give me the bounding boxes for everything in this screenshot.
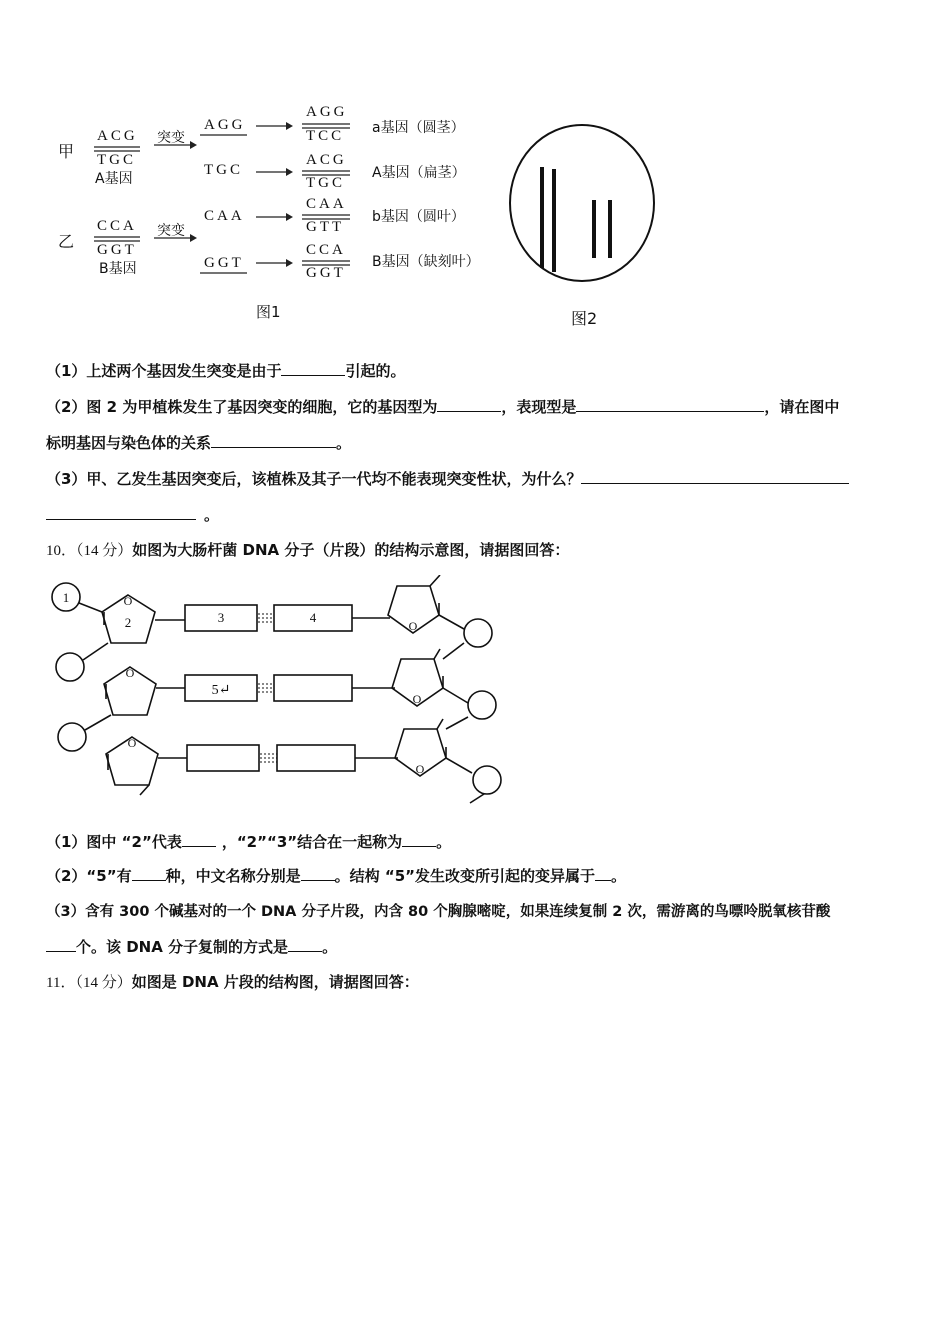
yi-res2-label: B基因（缺刻叶） [372, 254, 480, 270]
q10-p1-text-b: ，“2”“3”结合在一起称为 [221, 833, 403, 851]
q11-title: 如图是 DNA 片段的结构图，请据图回答： [131, 973, 419, 991]
q9-part1 [46, 360, 405, 381]
label-2: 2 [124, 615, 132, 630]
q9-p2-text-c: ，请在图中 [764, 398, 840, 416]
q10-p2-blank-3[interactable] [595, 866, 611, 881]
oxygen-label: O [408, 619, 418, 633]
label-3: 3 [217, 610, 225, 625]
q9-part2-cont [46, 432, 351, 453]
q9-p2-relation-blank[interactable] [211, 433, 336, 448]
label-1: 1 [62, 590, 70, 605]
oxygen-label: O [127, 736, 137, 750]
jia-res1-label: a基因（圆茎） [372, 120, 465, 136]
q10-p1-text-a: （1）图中 “2”代表 [46, 833, 182, 851]
q9-p3-text-a: （3）甲、乙发生基因突变后，该植株及其子一代均不能表现突变性状，为什么？ [46, 470, 582, 488]
q11-score: （14 分） [75, 975, 132, 991]
jia-res2-label: A基因（扁茎） [372, 165, 466, 181]
jia-res2-top: ACG [306, 152, 347, 168]
q9-p3-text-b: 。 [204, 506, 220, 524]
q10-p3-text-c: 。 [322, 938, 338, 956]
q10-p2-blank-2[interactable] [301, 866, 335, 881]
jia-res1-bottom: TCC [306, 128, 345, 144]
q11-heading [46, 971, 419, 992]
q10-p2-text-a: （2）“5”有 [46, 867, 132, 885]
q9-part3 [46, 468, 849, 489]
q9-p2-text-e: 。 [336, 434, 352, 452]
label-5: 5↵ [211, 683, 231, 698]
q9-part2 [46, 396, 839, 417]
figure-1-caption: 图1 [256, 303, 281, 321]
base-right-2 [274, 675, 352, 701]
phosphate-right-3 [473, 766, 501, 794]
q10-p3-text-b: 个。该 DNA 分子复制的方式是 [76, 938, 289, 956]
jia-mutation-label: 突变 [157, 130, 185, 146]
yi-res1-bottom: GTT [306, 219, 345, 235]
figure-2-caption: 图2 [571, 309, 598, 328]
q10-p3-blank-2[interactable] [288, 937, 322, 952]
row-label-yi: 乙 [58, 232, 75, 251]
base-left-3 [187, 745, 259, 771]
jia-gene-label: A基因 [95, 171, 133, 187]
q10-part1 [46, 831, 451, 852]
phosphate-left-2 [56, 653, 84, 681]
q9-p3-blank-1[interactable] [581, 469, 849, 484]
yi-res2-bottom: GGT [306, 265, 346, 281]
phosphate-right-1 [464, 619, 492, 647]
yi-mut1-seq: CAA [204, 208, 245, 224]
label-4: 4 [309, 610, 317, 625]
q10-p2-text-b: 种，中文名称分别是 [165, 867, 301, 885]
q10-p2-text-d: 。 [611, 867, 627, 885]
q10-score: （14 分） [76, 543, 133, 559]
jia-bottom-seq: TGC [97, 152, 136, 168]
q9-p2-text-a: （2）图 2 为甲植株发生了基因突变的细胞，它的基因型为 [46, 398, 438, 416]
q10-p2-blank-1[interactable] [132, 866, 166, 881]
oxygen-label: O [125, 666, 135, 680]
jia-top-seq: ACG [97, 128, 138, 144]
oxygen-label: O [123, 594, 133, 608]
q10-part3 [46, 900, 830, 921]
q10-part3-cont [46, 936, 337, 957]
jia-mut1-seq: AGG [204, 117, 246, 133]
q9-p2-text-d: 标明基因与染色体的关系 [46, 434, 212, 452]
q10-p3-blank-1[interactable] [46, 937, 76, 952]
jia-mut2-seq: TGC [204, 162, 243, 178]
q9-p1-text-b: 引起的。 [345, 362, 406, 380]
q10-p1-text-c: 。 [436, 833, 452, 851]
q9-p1-text-a: （1）上述两个基因发生突变是由于 [46, 362, 282, 380]
q10-p1-blank-2[interactable] [402, 832, 436, 847]
base-right-3 [277, 745, 355, 771]
jia-res1-top: AGG [306, 104, 348, 120]
yi-res1-label: b基因（圆叶） [372, 209, 465, 225]
yi-gene-label: B基因 [99, 261, 137, 277]
q10-p2-text-c: 。结构 “5”发生改变所引起的变异属于 [334, 867, 595, 885]
q10-p3-text-a: （3）含有 300 个碱基对的一个 DNA 分子片段，内含 80 个胸腺嘧啶，如果连续复制 2 次，需游离的鸟嘌呤脱氧核苷酸 [46, 904, 831, 920]
q9-p3-blank-2[interactable] [46, 505, 196, 520]
q10-part2 [46, 865, 626, 886]
q9-p2-genotype-blank[interactable] [437, 397, 501, 412]
cell-diagram [500, 120, 670, 295]
yi-top-seq: CCA [97, 218, 137, 234]
dna-structure-diagram [40, 575, 520, 805]
jia-res2-bottom: TGC [306, 175, 345, 191]
q10-title: 如图为大肠杆菌 DNA 分子（片段）的结构示意图，请据图回答： [132, 541, 570, 559]
figure-1-lines [0, 0, 950, 340]
yi-bottom-seq: GGT [97, 242, 137, 258]
yi-res1-top: CAA [306, 196, 347, 212]
yi-res2-top: CCA [306, 242, 346, 258]
q9-p1-blank[interactable] [281, 361, 345, 376]
yi-mut2-seq: GGT [204, 255, 244, 271]
cell-membrane [510, 125, 654, 281]
oxygen-label: O [412, 692, 422, 706]
q10-heading [46, 539, 569, 560]
yi-mutation-label: 突变 [157, 223, 185, 239]
phosphate-right-2 [468, 691, 496, 719]
oxygen-label: O [415, 762, 425, 776]
q9-p2-text-b: ，表现型是 [501, 398, 577, 416]
phosphate-left-3 [58, 723, 86, 751]
q10-p1-blank-1[interactable] [182, 832, 216, 847]
q9-part3-cont [46, 504, 219, 525]
q10-number: 10． [46, 543, 77, 559]
row-label-jia: 甲 [58, 142, 75, 161]
q11-number: 11． [46, 975, 76, 991]
q9-p2-phenotype-blank[interactable] [576, 397, 764, 412]
